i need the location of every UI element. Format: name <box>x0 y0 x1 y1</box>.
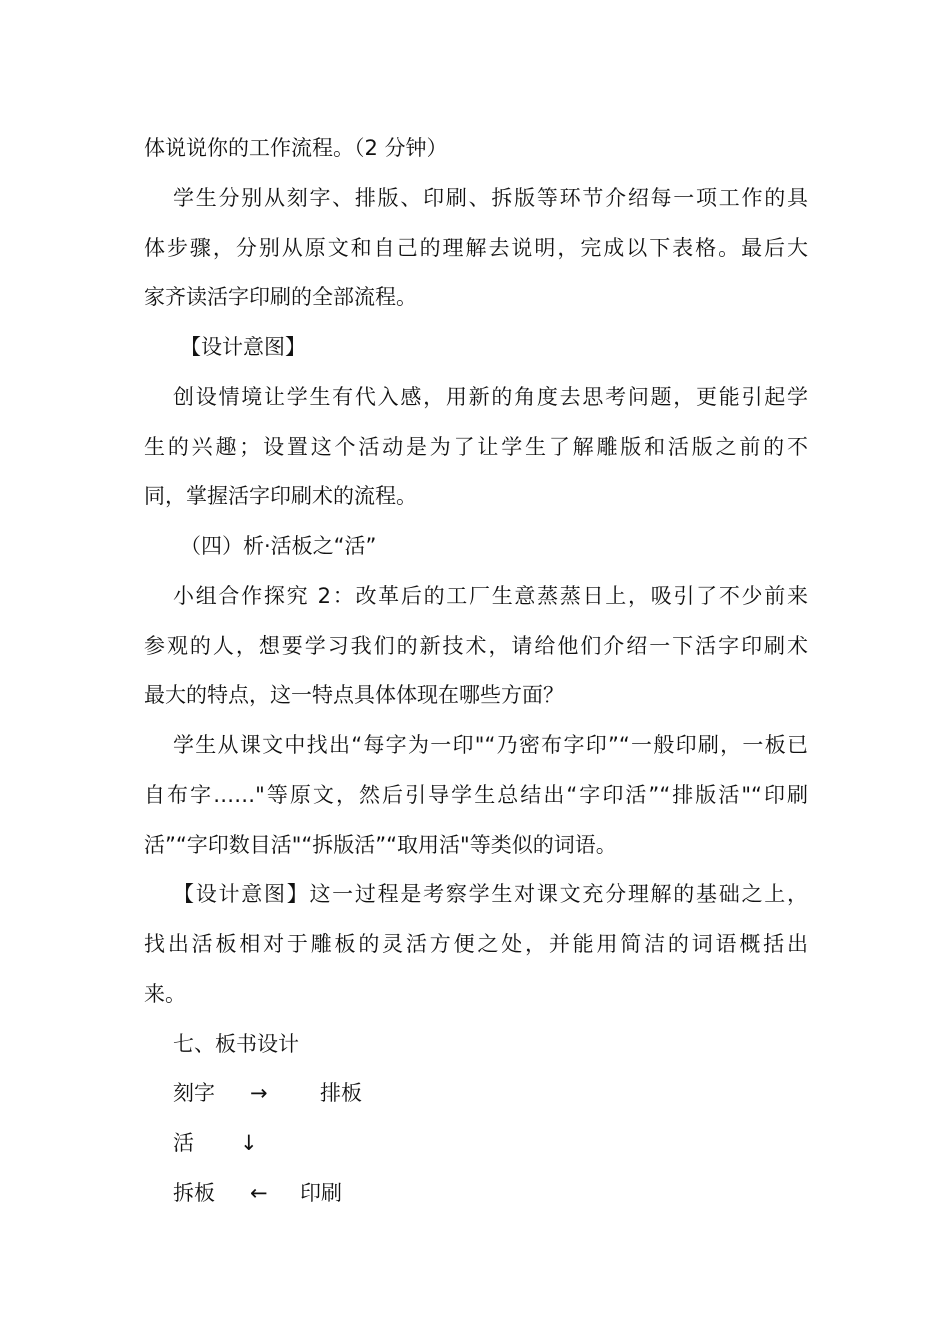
paragraph-line: 活”“字印数目活"“拆版活”“取用活"等类似的词语。 <box>144 832 617 857</box>
paragraph-line: 同，掌握活字印刷术的流程。 <box>144 484 417 509</box>
paragraph-line: 来。 <box>144 981 186 1006</box>
paragraph-line: 学生分别从刻字、排版、印刷、拆版等环节介绍每一项工作的具 <box>173 185 808 210</box>
paragraph-line: 创设情境让学生有代入感，用新的角度去思考问题，更能引起学 <box>173 384 808 409</box>
down-arrow-icon: ↓ <box>240 1131 258 1155</box>
left-arrow-icon: ← <box>250 1180 268 1205</box>
right-arrow-icon: → <box>250 1081 268 1106</box>
paragraph-line: 小组合作探究 2：改革后的工厂生意蒸蒸日上，吸引了不少前来 <box>173 583 808 608</box>
paragraph-line: 体说说你的工作流程。（2 分钟） <box>144 136 448 160</box>
paragraph-line: 体步骤，分别从原文和自己的理解去说明，完成以下表格。最后大 <box>144 235 808 260</box>
paragraph-line: 自布字……"等原文，然后引导学生总结出“字印活”“排版活"“印刷 <box>144 782 808 807</box>
section-heading: 【设计意图】 <box>180 335 306 359</box>
paragraph-line: 生的兴趣；设置这个活动是为了让学生了解雕版和活版之前的不 <box>144 434 808 459</box>
board-label: 活 <box>173 1131 194 1155</box>
section-heading: （四）析·活板之“活” <box>180 534 377 558</box>
board-label: 刻字 <box>173 1081 215 1106</box>
board-label: 排板 <box>320 1081 362 1106</box>
paragraph-line: 参观的人，想要学习我们的新技术，请给他们介绍一下活字印刷术 <box>144 633 808 658</box>
document-body <box>144 124 808 1219</box>
paragraph-line: 找出活板相对于雕板的灵活方便之处，并能用简洁的词语概括出 <box>144 932 808 956</box>
section-heading: 七、板书设计 <box>173 1031 299 1056</box>
paragraph-line: 学生从课文中找出“每字为一印"“乃密布字印”“一般印刷，一板已 <box>173 733 808 757</box>
board-row-1 <box>144 1069 808 1119</box>
board-label: 拆板 <box>173 1180 215 1205</box>
paragraph-line: 家齐读活字印刷的全部流程。 <box>144 285 417 310</box>
paragraph-line: 【设计意图】这一过程是考察学生对课文充分理解的基础之上， <box>173 882 808 907</box>
paragraph-line: 最大的特点，这一特点具体体现在哪些方面？ <box>144 683 564 708</box>
board-row-2 <box>144 1119 808 1169</box>
board-row-3 <box>144 1169 808 1219</box>
board-label: 印刷 <box>300 1180 342 1205</box>
